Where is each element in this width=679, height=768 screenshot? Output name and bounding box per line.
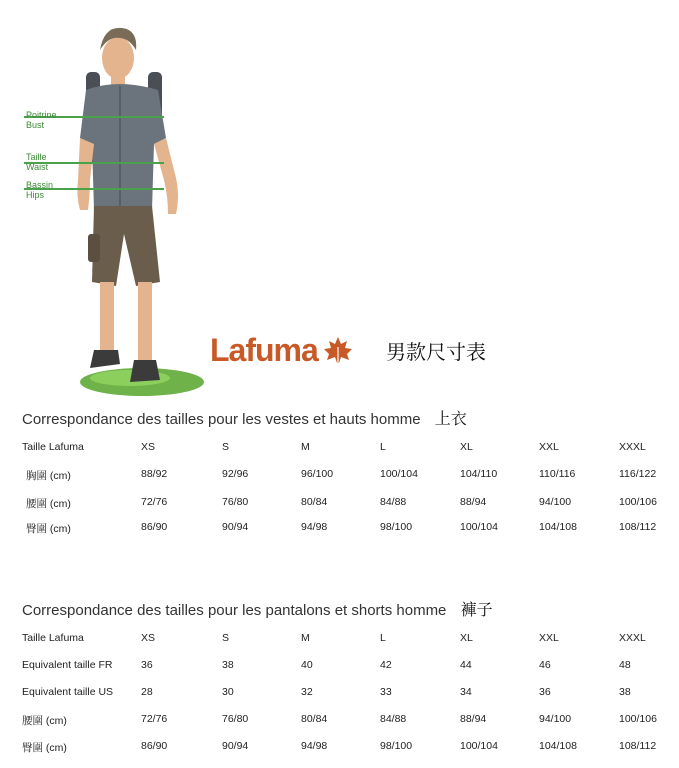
tops-section-title <box>22 406 467 429</box>
pants-title-cn: 褲子 <box>460 600 493 619</box>
hips-label-en: Hips <box>26 190 45 200</box>
table-cell: 38 <box>222 659 234 671</box>
table-cell: 88/94 <box>460 713 487 725</box>
brand-logo <box>210 330 354 370</box>
pants-title-fr: Correspondance des tailles pour les pantalons et shorts homme <box>22 602 447 619</box>
table-cell: 108/112 <box>619 740 657 752</box>
header-cell: Taille Lafuma <box>22 441 84 453</box>
table-cell: 38 <box>619 686 631 698</box>
table-cell: 32 <box>301 686 313 698</box>
table-cell: 36 <box>141 659 153 671</box>
table-row <box>22 659 672 675</box>
waist-label-en: Waist <box>26 162 49 172</box>
maple-leaf-icon <box>322 335 354 365</box>
pants-section-title <box>22 597 493 620</box>
bust-label-en: Bust <box>26 120 45 130</box>
table-cell: 72/76 <box>141 713 168 725</box>
table-cell: 94/100 <box>539 713 572 725</box>
table-cell: 98/100 <box>380 521 413 533</box>
waist-label-fr: Taille <box>26 152 47 162</box>
table-cell: 94/98 <box>301 521 328 533</box>
table-cell: 104/108 <box>539 740 577 752</box>
model-illustration <box>20 20 210 400</box>
brand-name: Lafuma <box>210 331 318 368</box>
tops-title-cn: 上衣 <box>434 409 467 428</box>
header-cell: XL <box>460 441 473 453</box>
header-cell: S <box>222 632 230 644</box>
table-cell: 90/94 <box>222 740 249 752</box>
table-row <box>22 521 672 537</box>
bust-label-fr: Poitrine <box>26 110 57 120</box>
hips-label <box>26 180 53 200</box>
table-cell: 80/84 <box>301 496 328 508</box>
header-cell: XXL <box>539 632 559 644</box>
table-cell: 76/80 <box>222 496 249 508</box>
table-cell: 90/94 <box>222 521 249 533</box>
table-cell: 40 <box>301 659 313 671</box>
table-cell: 34 <box>460 686 472 698</box>
table-cell: 36 <box>539 686 551 698</box>
table-row <box>22 686 672 702</box>
table-row <box>22 468 672 484</box>
table-cell: 86/90 <box>141 740 168 752</box>
table-cell: 76/80 <box>222 713 249 725</box>
header-cell: M <box>301 632 310 644</box>
table-cell: 88/92 <box>141 468 168 480</box>
table-cell: 92/96 <box>222 468 249 480</box>
table-cell: 42 <box>380 659 392 671</box>
table-cell: 30 <box>222 686 234 698</box>
table-row <box>22 740 672 756</box>
table-cell: 108/112 <box>619 521 657 533</box>
table-cell: 98/100 <box>380 740 413 752</box>
header-cell: XS <box>141 441 156 453</box>
table-cell: 88/94 <box>460 496 487 508</box>
table-cell: 46 <box>539 659 551 671</box>
table-cell: 96/100 <box>301 468 334 480</box>
table-cell: 100/106 <box>619 496 657 508</box>
table-cell: 84/88 <box>380 713 407 725</box>
table-cell: 116/122 <box>619 468 657 480</box>
tops-title-fr: Correspondance des tailles pour les vestes et hauts homme <box>22 411 421 428</box>
table-cell: 100/104 <box>460 740 498 752</box>
table-row <box>22 713 672 729</box>
table-cell: 28 <box>141 686 153 698</box>
row-label: 腰圍 (cm) <box>26 498 71 510</box>
table-cell: 100/106 <box>619 713 657 725</box>
row-label: 腰圍 (cm) <box>22 715 67 727</box>
table-cell: 80/84 <box>301 713 328 725</box>
man-figure-icon <box>20 20 210 400</box>
table-cell: 84/88 <box>380 496 407 508</box>
table-cell: 86/90 <box>141 521 168 533</box>
header-cell: XL <box>460 632 473 644</box>
row-label: 臀圍 (cm) <box>22 742 67 754</box>
row-label: 胸圍 (cm) <box>26 470 71 482</box>
table-header-row <box>22 441 672 457</box>
header-cell: XXL <box>539 441 559 453</box>
hips-label-fr: Bassin <box>26 180 54 190</box>
table-cell: 44 <box>460 659 472 671</box>
table-cell: 100/104 <box>380 468 418 480</box>
table-header-row <box>22 632 672 648</box>
header-cell: L <box>380 441 386 453</box>
row-label: Equivalent taille FR <box>22 659 113 671</box>
row-label: 臀圍 (cm) <box>26 523 71 535</box>
table-cell: 100/104 <box>460 521 498 533</box>
table-cell: 72/76 <box>141 496 168 508</box>
table-cell: 104/110 <box>460 468 498 480</box>
header-cell: L <box>380 632 386 644</box>
header-cell: XS <box>141 632 156 644</box>
table-cell: 104/108 <box>539 521 577 533</box>
header-cell: M <box>301 441 310 453</box>
table-cell: 94/100 <box>539 496 572 508</box>
table-cell: 33 <box>380 686 392 698</box>
row-label: Equivalent taille US <box>22 686 114 698</box>
header-cell: XXXL <box>619 632 646 644</box>
header-cell: S <box>222 441 230 453</box>
header-cell: Taille Lafuma <box>22 632 84 644</box>
waist-label <box>26 152 48 172</box>
size-chart-title: 男款尺寸表 <box>386 340 486 364</box>
table-cell: 94/98 <box>301 740 328 752</box>
bust-label <box>26 110 57 130</box>
table-cell: 110/116 <box>539 468 576 480</box>
table-row <box>22 496 672 512</box>
table-cell: 48 <box>619 659 631 671</box>
header-cell: XXXL <box>619 441 646 453</box>
